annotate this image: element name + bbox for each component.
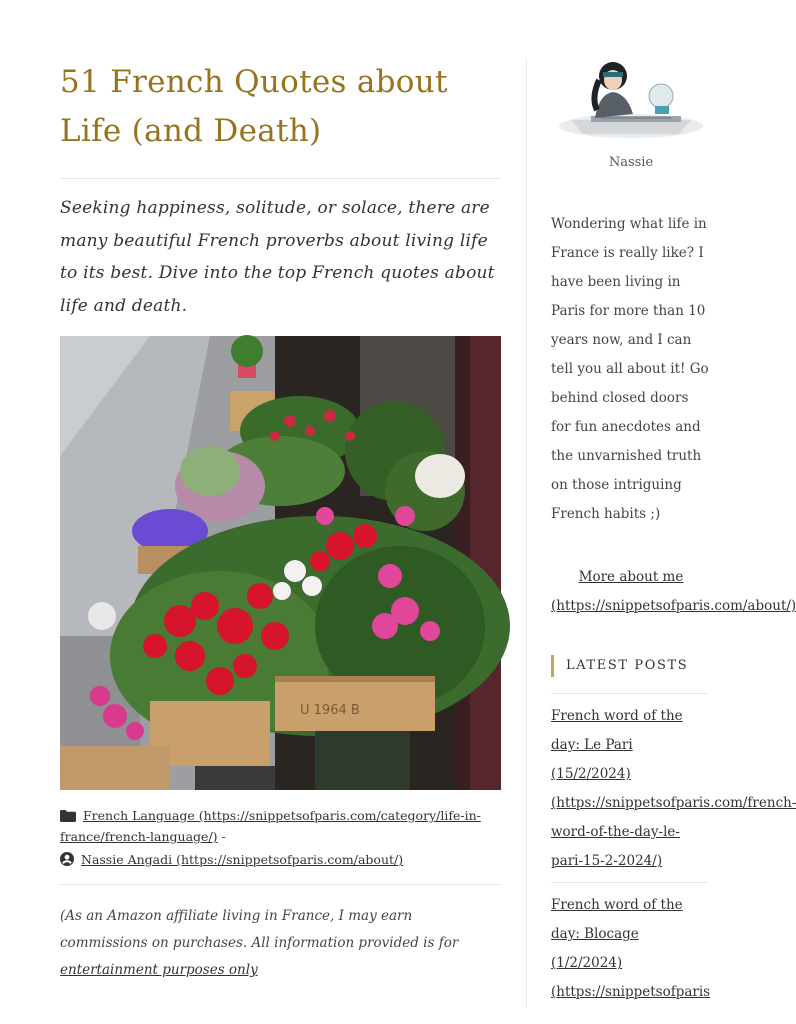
latest-post-link[interactable]: French word of the day: Le Pari (15/2/2024) (https://snippetsofparis.com/french-word-of-the-day-le-pari-15-2-2024/) — [551, 708, 796, 869]
latest-post-link[interactable]: French word of the day: Blocage (1/2/2024) (https://snippetsofparis — [551, 897, 711, 1000]
latest-post-item — [551, 694, 796, 882]
page-title: 51 French Quotes about Life (and Death) — [60, 64, 448, 149]
crate-label: U 1964 B — [300, 703, 360, 718]
disclaimer-text: (As an Amazon affiliate living in France, I may earn commissions on purchases. All information provided is for — [60, 908, 459, 951]
folder-icon — [60, 808, 76, 827]
sidebar-about-text: Wondering what life in France is really like? I have been living in Paris for more than 10 years now, and I can tell you all about it! Go behind closed doors for fun anecdotes and the unvarnished truth on those intriguing French habits ;) — [551, 216, 709, 522]
hero-image — [60, 336, 501, 790]
meta-separator: - — [221, 829, 226, 844]
article-intro: Seeking happiness, solitude, or solace, there are many beautiful French proverbs about living life to its best. Dive into the top French quotes about life and death. — [60, 198, 495, 316]
avatar — [551, 58, 711, 143]
more-about-link[interactable]: More about me (https://snippetsofparis.com/about/) — [551, 569, 796, 614]
category-link[interactable]: French Language (https://snippetsofparis.com/category/life-in-france/french-language/) — [60, 808, 481, 844]
disclaimer-link[interactable]: entertainment purposes only — [60, 962, 258, 978]
affiliate-disclaimer — [60, 903, 501, 984]
sidebar — [551, 58, 796, 1013]
sidebar-author-name: Nassie — [608, 155, 654, 170]
user-circle-icon — [60, 852, 74, 871]
title-divider — [60, 178, 501, 179]
latest-post-item — [551, 883, 711, 1013]
post-meta — [60, 806, 501, 871]
meta-divider — [60, 884, 501, 885]
column-divider — [526, 58, 527, 1008]
latest-posts-heading: LATEST POSTS — [551, 655, 711, 677]
article-header — [60, 58, 501, 322]
author-link[interactable]: Nassie Angadi (https://snippetsofparis.com/about/) — [81, 852, 404, 867]
